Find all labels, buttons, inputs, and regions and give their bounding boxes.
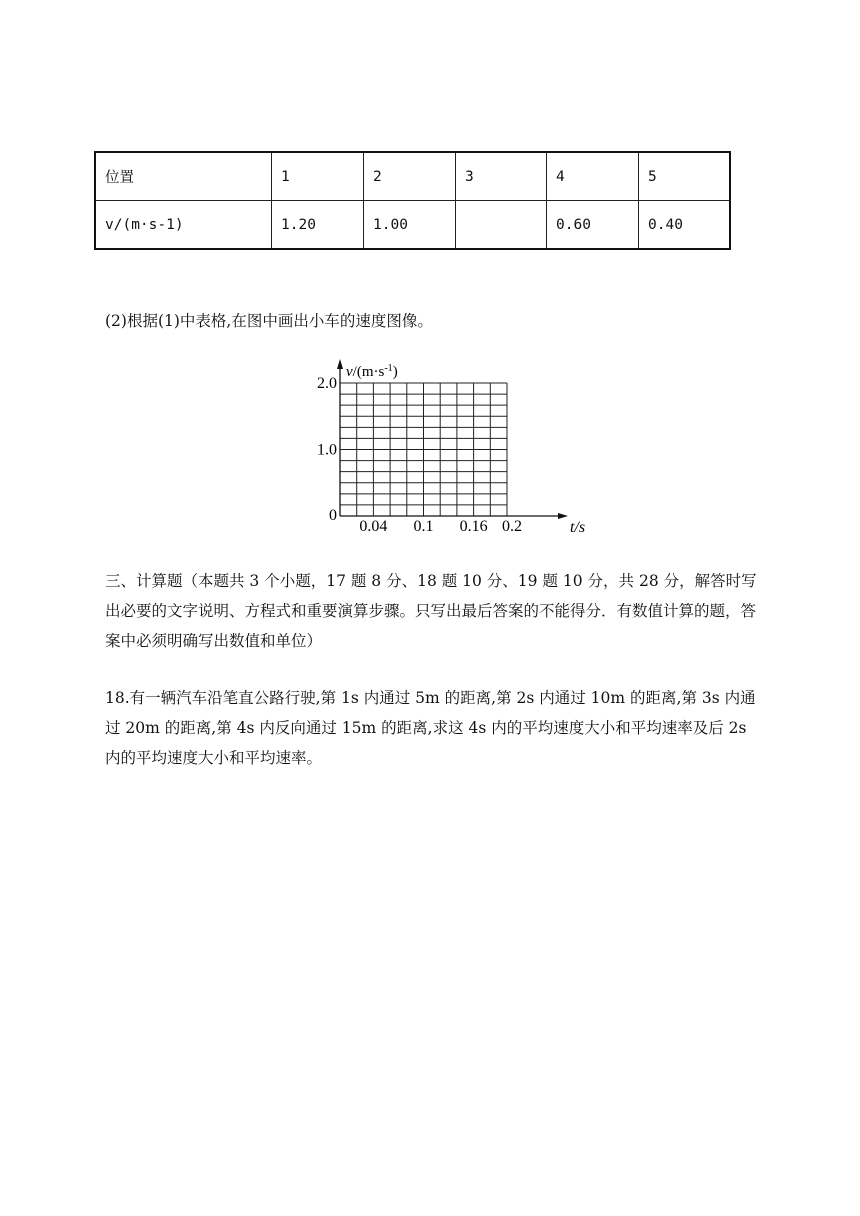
y-axis-label: $v/(m\cdot s^{-1})$ [346,362,398,380]
velocity-table [94,151,731,250]
table-cell: 位置 [95,152,272,201]
table-cell: 2 [364,152,456,201]
table-cell: 1.20 [272,201,364,250]
table-cell: 3 [456,152,547,201]
question-2-text: (2)根据(1)中表格,在图中画出小车的速度图像。 [105,312,433,330]
section-3-heading: 三、计算题（本题共 3 个小题，17 题 8 分、18 题 10 分、19 题 10 分，共 28 分，解答时写出必要的文字说明、方程式和重要演算步骤。只写出最后答案的不能得分．有数值计算的题，答案中必须明确写出数值和单位） [105,572,757,650]
y-tick-label: 1.0 [317,441,337,459]
table-cell: 1.00 [364,201,456,250]
x-tick-label: 0.2 [502,518,522,535]
table-cell: 1 [272,152,364,201]
y-tick-label: 2.0 [317,375,337,392]
y-tick-label: 0 [329,507,337,524]
table-cell: v/(m·s-1) [95,201,272,250]
velocity-grid-chart [300,355,586,540]
chart-grid [340,383,507,516]
x-tick-label: 0.16 [459,518,488,535]
x-tick-label: 0.1 [413,518,434,535]
y-axis-arrow [337,359,343,369]
table-cell: 5 [639,152,731,201]
table-cell: 0.40 [639,201,731,250]
table-row [95,201,730,250]
table-cell: 0.60 [547,201,639,250]
table-cell: 4 [547,152,639,201]
x-axis-label: t/s [570,519,586,536]
question-18-text: 18.有一辆汽车沿笔直公路行驶,第 1s 内通过 5m 的距离,第 2s 内通过 10m 的距离,第 3s 内通过 20m 的距离,第 4s 内反向通过 15m 的距离,求这 4s 内的平均速度大小和平均速率及后 2s 内的平均速度大小和平均速率。 [105,689,756,767]
x-axis-arrow [558,513,568,519]
x-tick-label: 0.04 [359,518,388,535]
table-cell [456,201,547,250]
table-row [95,152,730,201]
